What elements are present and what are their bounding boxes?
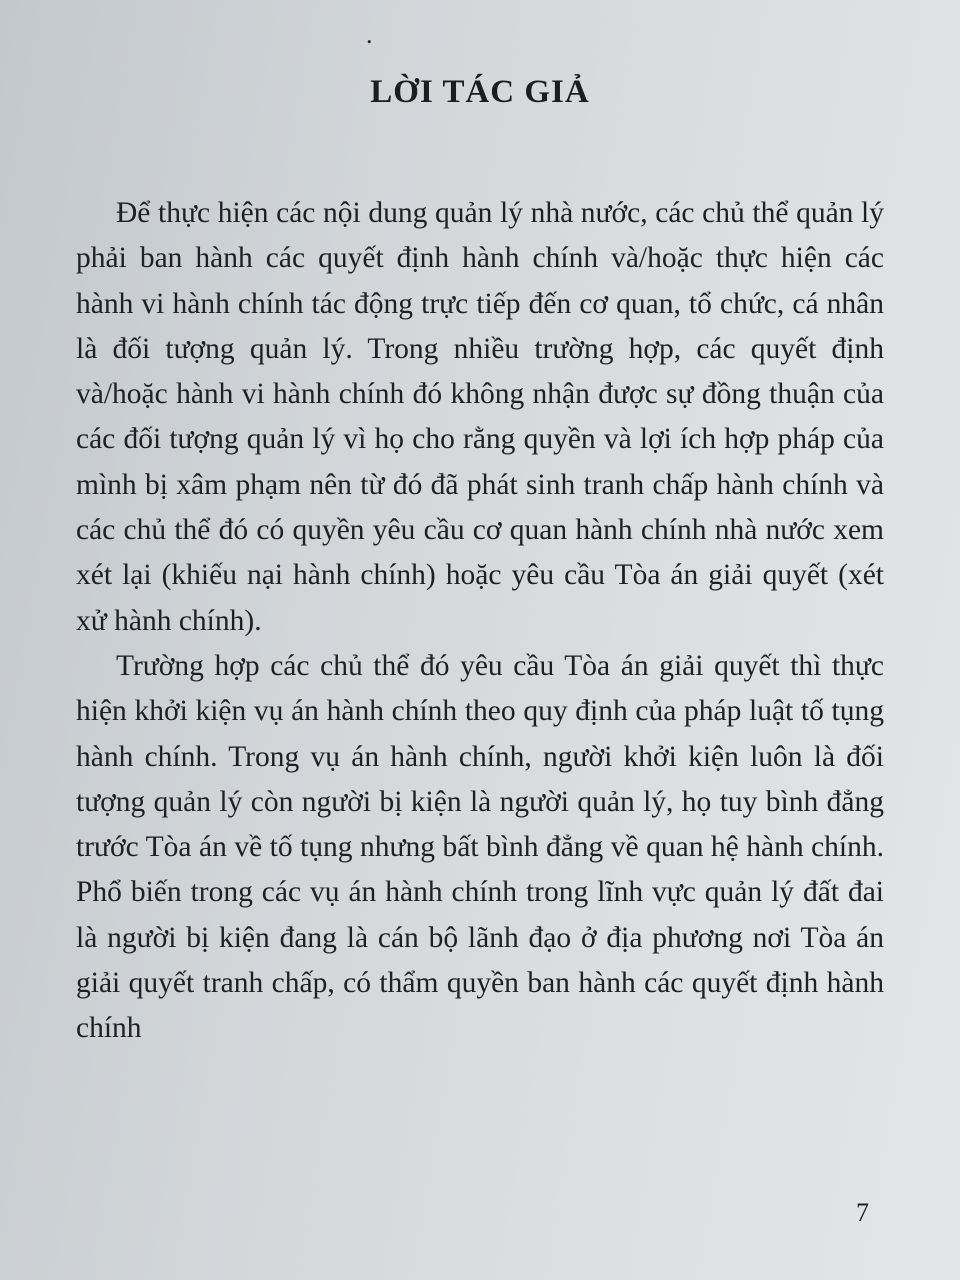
chapter-title: LỜI TÁC GIẢ [370, 74, 590, 110]
paragraph-2: Trường hợp các chủ thể đó yêu cầu Tòa án giải quyết thì thực hiện khởi kiện vụ án hành chính theo quy định của pháp luật tố tụng hành chính. Trong vụ án hành chính, người khởi kiện luôn là đối tượng quản lý còn người bị kiện là người quản lý, họ tuy bình đẳng trước Tòa án về tố tụng nhưng bất bình đẳng về quan hệ hành chính. Phổ biến trong các vụ án hành chính trong lĩnh vực quản lý đất đai là người bị kiện đang là cán bộ lãnh đạo ở địa phương nơi Tòa án giải quyết tranh chấp, có thẩm quyền ban hành các quyết định hành chính [76, 649, 884, 1045]
body-text [76, 191, 884, 1052]
paragraph-1: Để thực hiện các nội dung quản lý nhà nước, các chủ thể quản lý phải ban hành các quyết định hành chính và/hoặc thực hiện các hành vi hành chính tác động trực tiếp đến cơ quan, tổ chức, cá nhân là đối tượng quản lý. Trong nhiều trường hợp, các quyết định và/hoặc hành vi hành chính đó không nhận được sự đồng thuận của các đối tượng quản lý vì họ cho rằng quyền và lợi ích hợp pháp của mình bị xâm phạm nên từ đó đã phát sinh tranh chấp hành chính và các chủ thể đó có quyền yêu cầu cơ quan hành chính nhà nước xem xét lại (khiếu nại hành chính) hoặc yêu cầu Tòa án giải quyết (xét xử hành chính). [76, 197, 884, 637]
stray-mark: . [366, 20, 373, 49]
page-number: 7 [856, 1198, 869, 1227]
